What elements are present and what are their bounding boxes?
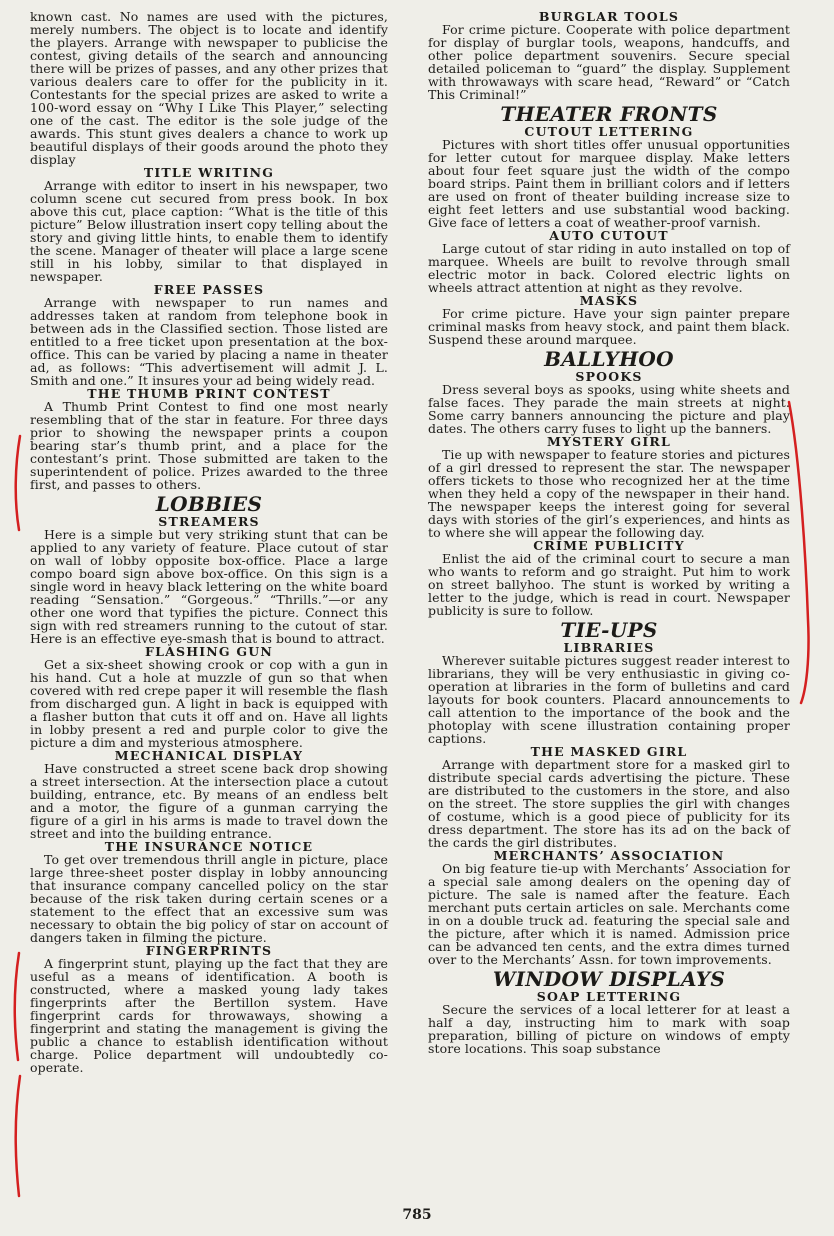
subheading: MECHANICAL DISPLAY	[114, 748, 304, 763]
paragraph: Arrange with department store for a masked girl to distribute special cards advertising the picture. These are distributed to the customers in the store, and also on the street. The store supplies the girl with changes of costume, which is a good piece of publicity for its dress department. The store has its ad on the back of the cards the girl distributes.	[428, 757, 790, 850]
paragraph: Enlist the aid of the criminal court to secure a man who wants to reform and go straight. Put him to work on street ballyhoo. The stunt is worked by writing a letter to the judge, which is read in court. Newspaper publicity is sure to follow.	[428, 551, 790, 618]
subheading: LIBRARIES	[563, 640, 655, 655]
subheading: TITLE WRITING	[143, 165, 275, 180]
paragraph: For crime picture. Cooperate with police department for display of burglar tools, weapons, handcuffs, and other police department souvenirs. Secure special detailed policeman to “guard” the display. Supplement with throwaways with scare head, “Reward” or “Catch This Criminal!”	[428, 22, 790, 102]
subheading: FINGERPRINTS	[145, 943, 273, 958]
subheading: MASKS	[579, 293, 639, 308]
red-mark-fingerprints	[16, 1076, 20, 1196]
subheading: THE MASKED GIRL	[530, 744, 688, 759]
paragraph: Dress several boys as spooks, using white sheets and false faces. They parade the main streets at night. Some carry banners announcing the picture and play dates. The others carry fuses to light up the banners.	[428, 382, 790, 436]
paragraph: Tie up with newspaper to feature stories and pictures of a girl dressed to represent the star. The newspaper offers tickets to those who recognized her at the time when they held a copy of the newspaper in their hand. The newspaper keeps the interest going for several days with stories of the girl’s experiences, and hints as to where she will appear the following day.	[428, 447, 790, 540]
subheading: THE THUMB PRINT CONTEST	[87, 386, 331, 401]
paragraph: Large cutout of star riding in auto installed on top of marquee. Wheels are built to revolve through small electric motor in back. Colored electric lights on wheels attract attention at night as they revolve.	[428, 241, 790, 295]
paragraph: Pictures with short titles offer unusual opportunities for letter cutout for marquee display. Make letters about four feet square just the width of the compo board strips. Paint them in brilliant colors and if letters are used on front of theater building increase size to eight feet letters and use substantial wood backing. Give face of letters a coat of weather-proof varnish.	[428, 137, 790, 230]
paragraph: Here is a simple but very striking stunt that can be applied to any variety of feature. Place cutout of star on wall of lobby opposite box-office. Place a large compo board sign above box-office. On this sign is a single word in heavy black lettering on the white board reading “Sensation.” “Gorgeous.” “Thrills.”—or any other one word that typifies the picture. Connect this sign with red streamers running to the cutout of star. Here is an effective eye-smash that is bound to attract.	[30, 527, 388, 646]
subheading: THE INSURANCE NOTICE	[104, 839, 314, 854]
section-heading: TIE-UPS	[560, 618, 658, 642]
subheading: MYSTERY GIRL	[547, 434, 671, 449]
subheading: CUTOUT LETTERING	[524, 124, 694, 139]
subheading: FREE PASSES	[153, 282, 265, 297]
paragraph: To get over tremendous thrill angle in picture, place large three-sheet poster display in lobby announcing that insurance company cancelled policy on the star because of the risk taken during certain scenes or a statement to the effect that an excessive sum was necessary to obtain the big policy of star on account of dangers taken in filming the picture.	[30, 852, 388, 945]
section-heading: LOBBIES	[155, 492, 263, 516]
subheading: FLASHING GUN	[145, 644, 273, 659]
subheading: STREAMERS	[158, 514, 260, 529]
paragraph: Have constructed a street scene back drop showing a street intersection. At the intersection place a cutout building, entrance, etc. By means of an endless belt and a motor, the figure of a gunman carrying the figure of a girl in his arms is made to travel down the street and into the building entrance.	[30, 761, 388, 841]
red-mark-insurance	[15, 953, 19, 1060]
paragraph: For crime picture. Have your sign painter prepare criminal masks from heavy stock, and paint them black. Suspend these around marquee.	[428, 306, 790, 347]
section-heading: THEATER FRONTS	[500, 102, 718, 126]
paragraph: Arrange with editor to insert in his newspaper, two column scene cut secured from press book. In box above this cut, place caption: “What is the title of this picture” Below illustration insert copy telling about the story and giving little hints, to enable them to identify the scene. Manager of theater will place a large scene still in his lobby, similar to that displayed in newspaper.	[30, 178, 388, 284]
subheading: MERCHANTS’ ASSOCIATION	[493, 848, 725, 863]
section-heading: WINDOW DISPLAYS	[492, 967, 726, 991]
paragraph: A fingerprint stunt, playing up the fact that they are useful as a means of identification. A booth is constructed, where a masked young lady takes fingerprints after the Bertillon system. Have fingerprint cards for throwaways, showing a fingerprint and stating the management is giving the public a chance to establish identification without charge. Police department will undoubtedly co-operate.	[30, 956, 388, 1075]
subheading: AUTO CUTOUT	[549, 228, 669, 243]
page-number: 785	[402, 1207, 432, 1223]
paragraph: A Thumb Print Contest to find one most nearly resembling that of the star in feature. For three days prior to showing the newspaper prints a coupon bearing star’s thumb print, and a place for the contestant’s print. Those submitted are taken to the superintendent of police. Prizes awarded to the three first, and passes to others.	[30, 399, 388, 492]
subheading: BURGLAR TOOLS	[538, 9, 680, 24]
paragraph: Wherever suitable pictures suggest reader interest to librarians, they will be very enthusiastic in giving co-operation at libraries in the form of bulletins and card layouts for book counters. Placard announcements to call attention to the importance of the book and the photoplay with scene illustration containing proper captions.	[428, 653, 790, 746]
paragraph: On big feature tie-up with Merchants’ Association for a special sale among dealers on the opening day of picture. The sale is named after the feature. Each merchant puts certain articles on sale. Merchants come in on a double truck ad. featuring the special sale and the picture, after which it is named. Admission price can be advanced ten cents, and the extra dimes turned over to the Merchants’ Assn. for town improvements.	[428, 861, 790, 967]
subheading: CRIME PUBLICITY	[533, 538, 685, 553]
subheading: SOAP LETTERING	[536, 989, 682, 1004]
subheading: SPOOKS	[575, 369, 643, 384]
paragraph: Secure the services of a local letterer for at least a half a day, instructing him to mark with soap preparation, billing of picture on windows of empty store locations. This soap substance	[428, 1002, 790, 1056]
paragraph: known cast. No names are used with the pictures, merely numbers. The object is to locate and identify the players. Arrange with newspaper to publicise the contest, giving details of the search and announcing there will be prizes of passes, and any other prizes that various dealers care to offer for the publicity in it. Contestants for the special prizes are asked to write a 100-word essay on “Why I Like This Player,” selecting one of the cast. The editor is the sole judge of the awards. This stunt gives dealers a chance to work up beautiful displays of their goods around the photo they display	[30, 9, 388, 167]
red-mark-thumb-print	[16, 436, 20, 530]
red-mark-ballyhoo	[789, 402, 809, 703]
paragraph: Get a six-sheet showing crook or cop with a gun in his hand. Cut a hole at muzzle of gun so that when covered with red crepe paper it will resemble the flash from discharged gun. A light in back is equipped with a flasher button that cuts it off and on. Have all lights in lobby present a red and purple color to give the picture a dim and mysterious atmosphere.	[30, 657, 388, 750]
section-heading: BALLYHOO	[544, 347, 674, 371]
paragraph: Arrange with newspaper to run names and addresses taken at random from telephone book in between ads in the Classified section. Those listed are entitled to a free ticket upon presentation at the box-office. This can be varied by placing a name in theater ad, as follows: “This advertisement will admit J. L. Smith and one.” It insures your ad being widely read.	[30, 295, 388, 388]
